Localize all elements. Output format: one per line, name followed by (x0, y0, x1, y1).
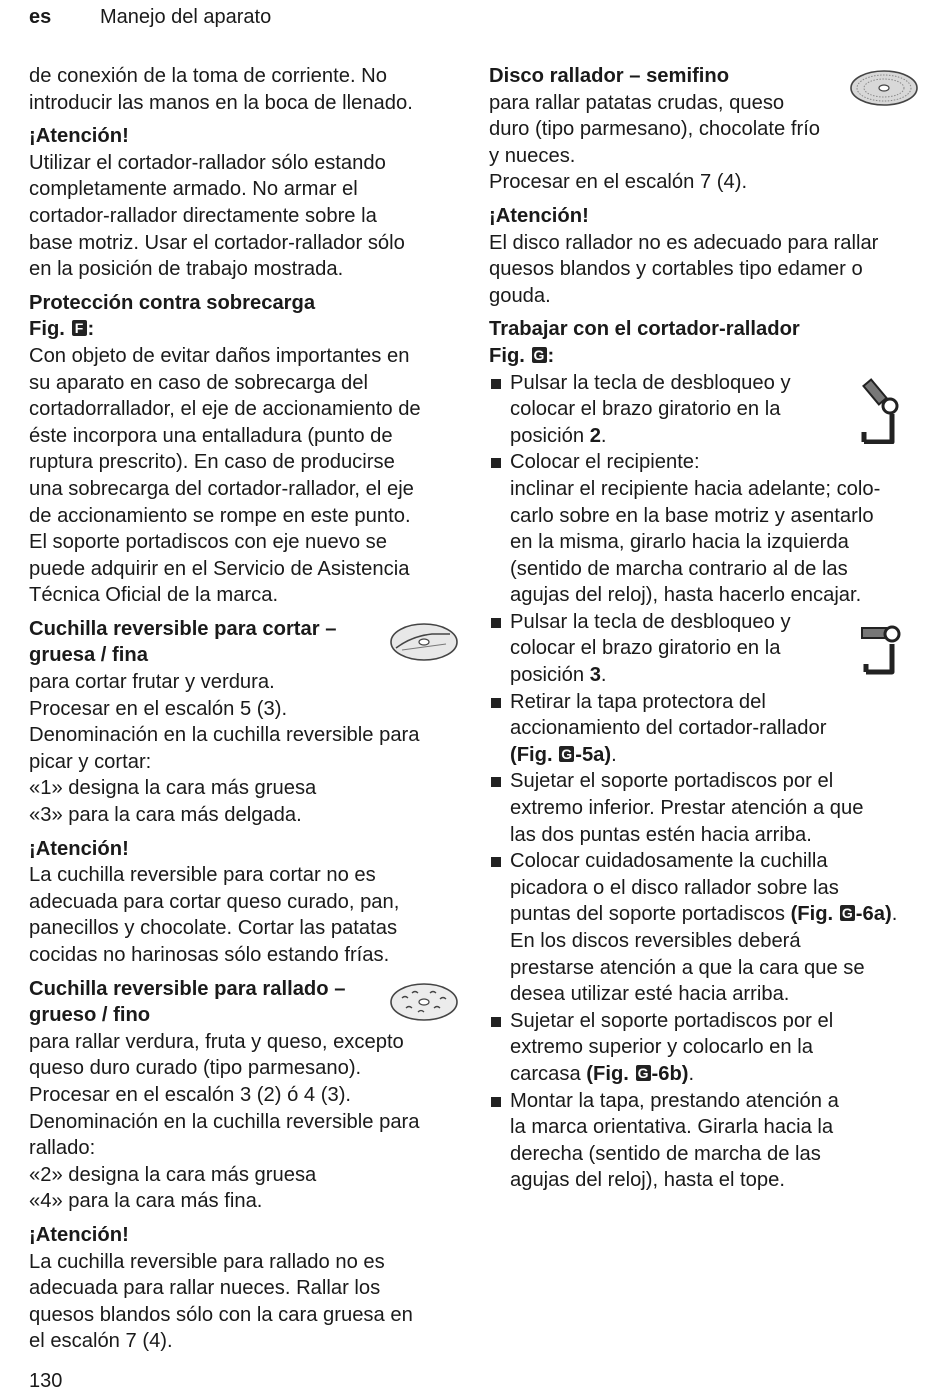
overload-heading: Protección contra sobrecarga (29, 291, 316, 314)
figure-badge-g: G (532, 347, 547, 363)
shredding-disc-icon (388, 980, 460, 1024)
attention-assembly: ¡Atención! Utilizar el cortador-rallador sólo estando completamente armado. No armar el cortador-rallador directamente sobre la base motriz. Usar el cortador-rallador sólo en la posición de trabajo mostrada. (29, 123, 469, 283)
step-unlock-position-3: Pulsar la tecla de desbloqueo y colocar el brazo giratorio en la posición 3. (489, 609, 929, 689)
step-remove-cover: Retirar la tapa protectora del accionamiento del cortador-rallador (Fig. G -5a). (489, 689, 929, 769)
bullet-square-icon (491, 857, 501, 867)
slicing-disc-icon (388, 620, 460, 664)
working-section (489, 316, 929, 369)
working-heading: Trabajar con el cortador-rallador (489, 318, 800, 341)
attention-shredding: ¡Atención! La cuchilla reversible para rallado no es adecuada para rallar nueces. Rallar los quesos blandos sólo con la cara gruesa en el escalón 7 (4). (29, 1222, 469, 1355)
page-number: 130 (29, 1370, 63, 1392)
slicing-blade-heading: Cuchilla reversible para cortar – (29, 617, 337, 640)
attention-heading: ¡Atención! (489, 204, 589, 227)
overload-figure-ref: Fig. F : (29, 318, 95, 341)
fine-grater-heading: Disco rallador – semifino (489, 65, 730, 87)
bullet-square-icon (491, 1097, 501, 1107)
step-insert-holder: Sujetar el soporte portadiscos por el extremo superior y colocarlo en la carcasa (Fig. G -6b). (489, 1008, 929, 1088)
language-code: es (29, 6, 52, 28)
working-figure-ref: Fig. G : (489, 344, 555, 367)
bullet-square-icon (491, 379, 501, 389)
figure-badge-f: F (72, 320, 87, 336)
shredding-blade-section: Cuchilla reversible para rallado – grueso / fino para rallar verdura, fruta y queso, excepto queso duro curado (tipo parmesano). Procesar en el escalón 3 (2) ó 4 (3). Denominación en la cuchilla reversible para rallado: «2» designa la cara más gruesa «4» para la cara más fina. (29, 976, 469, 1215)
left-column (29, 63, 469, 1355)
figure-badge-g: G (636, 1065, 651, 1081)
intro-paragraph: de conexión de la toma de corriente. No introducir las manos en la boca de llenado. (29, 65, 413, 114)
attention-heading: ¡Atención! (29, 125, 129, 148)
slicing-blade-section: Cuchilla reversible para cortar – gruesa / fina para cortar frutar y verdura. Procesar en el escalón 5 (3). Denominación en la cuchilla reversible para picar y cortar: «1» designa la cara más gruesa «3» para la cara más delgada. (29, 616, 469, 829)
section-title: Manejo del aparato (100, 6, 272, 28)
fine-grater-section: Disco rallador – semifino para rallar patatas crudas, queso duro (tipo parmesano), chocolate frío y nueces. Procesar en el escalón 7 (4). (489, 63, 929, 196)
attention-heading: ¡Atención! (29, 837, 129, 860)
overload-section: Protección contra sobrecarga Fig. F : Con objeto de evitar daños importantes en su aparato en caso de sobrecarga del cortadorrallador, el eje de accionamiento de éste incorpora una entalladura (punto de ruptura prescrito). En caso de producirse una sobrecarga del cortador-rallador, el eje de accionamiento se rompe en este punto. El soporte portadiscos con eje nuevo se puede adquirir en el Servicio de Asistencia Técnica Oficial de la marca. (29, 290, 469, 609)
bullet-square-icon (491, 618, 501, 628)
shredding-blade-heading: Cuchilla reversible para rallado – (29, 977, 346, 1000)
attention-slicing: ¡Atención! La cuchilla reversible para cortar no es adecuada para cortar queso curado, pan, panecillos y chocolate. Cortar las patatas cocidas no harinosas sólo estando frías. (29, 836, 469, 969)
attention-grater: ¡Atención! El disco rallador no es adecuado para rallar quesos blandos y cortables tipo edamer o gouda. (489, 203, 929, 309)
figure-badge-g: G (559, 746, 574, 762)
step-hold-disc-holder: Sujetar el soporte portadiscos por el extremo inferior. Prestar atención a que las dos puntas estén hacia arriba. (489, 768, 929, 848)
fine-grating-disc-icon (848, 67, 920, 109)
attention-heading: ¡Atención! (29, 1223, 129, 1246)
step-mount-lid: Montar la tapa, prestando atención a la marca orientativa. Girarla hacia la derecha (sentido de marcha de las agujas del reloj), hasta el tope. (489, 1088, 929, 1194)
step-unlock-position-2: Pulsar la tecla de desbloqueo y colocar el brazo giratorio en la posición 2. (489, 370, 929, 450)
step-place-bowl: Colocar el recipiente: inclinar el recipiente hacia adelante; colo- carlo sobre en la base motriz y asentarlo en la misma, girarlo hacia la izquierda (sentido de marcha contrario al de las agujas del reloj), hasta hacerlo encajar. (489, 449, 929, 609)
figure-badge-g: G (840, 905, 855, 921)
step-place-blade: Colocar cuidadosamente la cuchilla picadora o el disco rallador sobre las puntas del soporte portadiscos (Fig. G -6a). En los discos reversibles deberá prestarse atención a que la cara que se desea utilizar esté hacia arriba. (489, 848, 929, 1008)
bullet-square-icon (491, 698, 501, 708)
bullet-square-icon (491, 1017, 501, 1027)
swivel-arm-position-2-icon (858, 376, 902, 444)
swivel-arm-position-3-icon (858, 624, 902, 676)
bullet-square-icon (491, 458, 501, 468)
bullet-square-icon (491, 777, 501, 787)
